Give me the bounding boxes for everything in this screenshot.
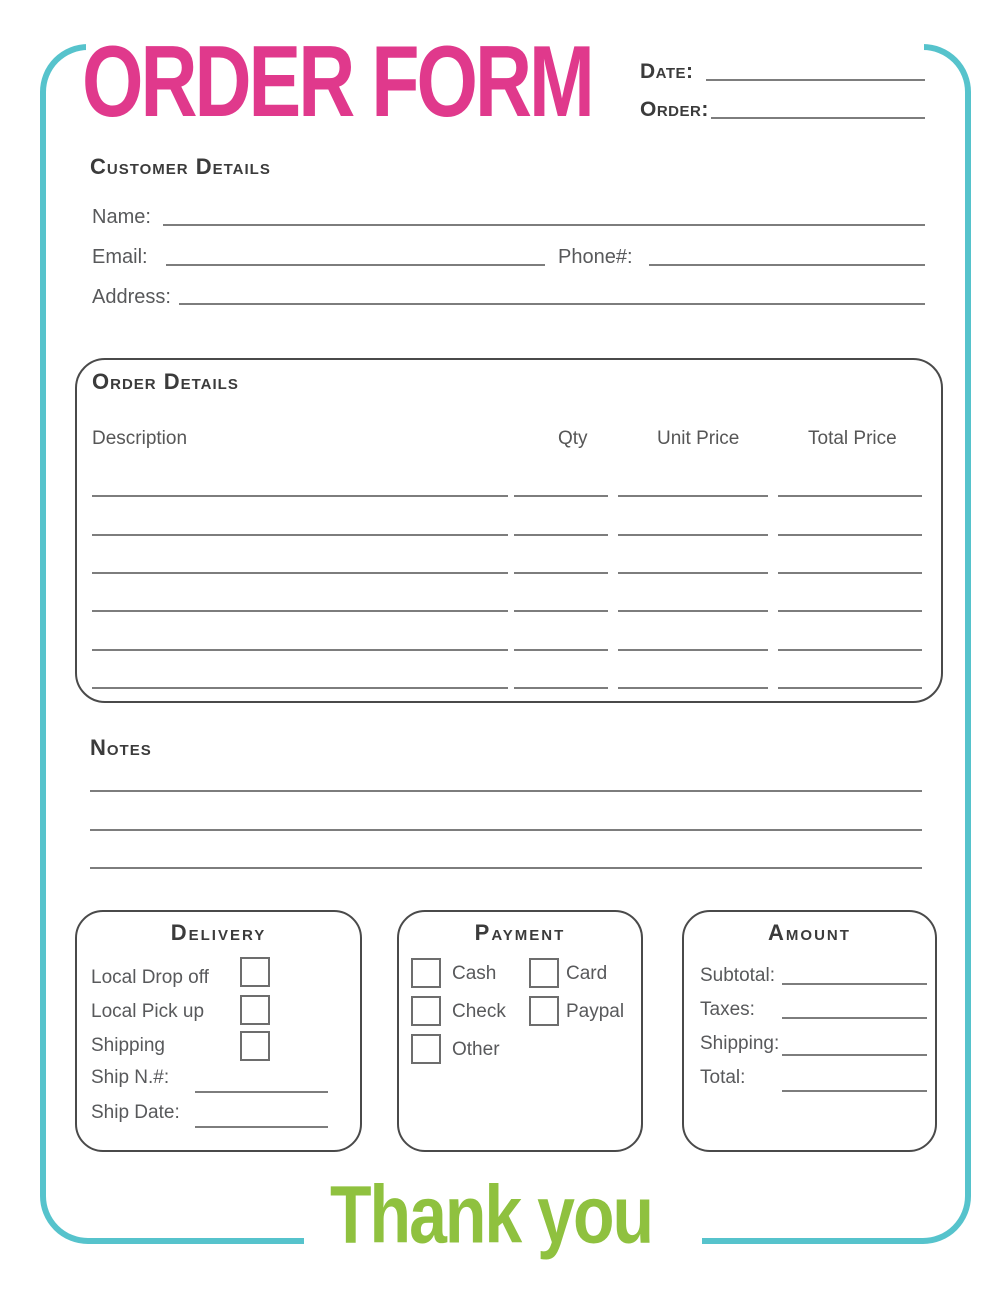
- delivery-shipping-checkbox[interactable]: [240, 1031, 270, 1061]
- payment-option-other-label: Other: [452, 1039, 500, 1060]
- subtotal-label: Subtotal:: [700, 965, 775, 986]
- column-header-qty: Qty: [558, 428, 588, 449]
- shipping-amount-label: Shipping:: [700, 1033, 780, 1054]
- amount-box: [682, 910, 937, 1152]
- payment-check-checkbox[interactable]: [411, 996, 441, 1026]
- payment-option-cash-label: Cash: [452, 963, 497, 984]
- date-line[interactable]: [706, 79, 925, 81]
- order-details-heading: Order Details: [92, 369, 239, 394]
- payment-option-card-label: Card: [566, 963, 608, 984]
- notes-line[interactable]: [90, 790, 922, 792]
- table-row-qty-line[interactable]: [514, 495, 608, 497]
- table-row-description-line[interactable]: [92, 495, 508, 497]
- payment-other-checkbox[interactable]: [411, 1034, 441, 1064]
- table-row-unit-price-line[interactable]: [618, 572, 768, 574]
- customer-details-heading: Customer Details: [90, 154, 271, 179]
- email-label: Email:: [92, 246, 148, 268]
- column-header-total-price: Total Price: [808, 428, 897, 449]
- payment-box: [397, 910, 643, 1152]
- table-row-total-price-line[interactable]: [778, 572, 922, 574]
- column-header-unit-price: Unit Price: [657, 428, 740, 449]
- name-label: Name:: [92, 206, 151, 228]
- table-row-qty-line[interactable]: [514, 534, 608, 536]
- taxes-label: Taxes:: [700, 999, 755, 1020]
- table-row-description-line[interactable]: [92, 572, 508, 574]
- amount-heading: Amount: [768, 920, 851, 945]
- notes-line[interactable]: [90, 867, 922, 869]
- table-row-total-price-line[interactable]: [778, 534, 922, 536]
- ship-date-label: Ship Date:: [91, 1102, 180, 1123]
- delivery-local-pick-up-checkbox[interactable]: [240, 995, 270, 1025]
- delivery-option-local-drop-off-label: Local Drop off: [91, 967, 209, 988]
- taxes-line[interactable]: [782, 1017, 927, 1019]
- table-row-qty-line[interactable]: [514, 687, 608, 689]
- date-label: Date:: [640, 60, 694, 83]
- payment-paypal-checkbox[interactable]: [529, 996, 559, 1026]
- order-number-label: Order:: [640, 98, 709, 121]
- ship-date-line[interactable]: [195, 1126, 328, 1128]
- payment-cash-checkbox[interactable]: [411, 958, 441, 988]
- delivery-option-local-pick-up-label: Local Pick up: [91, 1001, 205, 1022]
- subtotal-line[interactable]: [782, 983, 927, 985]
- order-details-box: [75, 358, 943, 703]
- payment-option-paypal-label: Paypal: [566, 1001, 625, 1022]
- total-line[interactable]: [782, 1090, 927, 1092]
- table-row-unit-price-line[interactable]: [618, 495, 768, 497]
- address-line[interactable]: [179, 303, 925, 305]
- table-row-unit-price-line[interactable]: [618, 534, 768, 536]
- name-line[interactable]: [163, 224, 925, 226]
- table-row-qty-line[interactable]: [514, 610, 608, 612]
- notes-heading: Notes: [90, 735, 152, 760]
- total-label: Total:: [700, 1067, 746, 1088]
- page-title: ORDER FORM: [82, 23, 592, 138]
- table-row-qty-line[interactable]: [514, 649, 608, 651]
- payment-option-check-label: Check: [452, 1001, 506, 1022]
- delivery-local-drop-off-checkbox[interactable]: [240, 957, 270, 987]
- payment-heading: Payment: [474, 920, 566, 945]
- ship-number-line[interactable]: [195, 1091, 328, 1093]
- email-line[interactable]: [166, 264, 545, 266]
- phone-label: Phone#:: [558, 246, 633, 268]
- payment-card-checkbox[interactable]: [529, 958, 559, 988]
- delivery-heading: Delivery: [170, 920, 267, 945]
- table-row-unit-price-line[interactable]: [618, 687, 768, 689]
- table-row-description-line[interactable]: [92, 687, 508, 689]
- address-label: Address:: [92, 286, 171, 308]
- order-number-line[interactable]: [711, 117, 925, 119]
- table-row-description-line[interactable]: [92, 534, 508, 536]
- table-row-total-price-line[interactable]: [778, 649, 922, 651]
- column-header-description: Description: [92, 428, 188, 449]
- phone-line[interactable]: [649, 264, 925, 266]
- table-row-description-line[interactable]: [92, 610, 508, 612]
- shipping-amount-line[interactable]: [782, 1054, 927, 1056]
- table-row-description-line[interactable]: [92, 649, 508, 651]
- table-row-total-price-line[interactable]: [778, 687, 922, 689]
- table-row-unit-price-line[interactable]: [618, 649, 768, 651]
- table-row-total-price-line[interactable]: [778, 610, 922, 612]
- table-row-qty-line[interactable]: [514, 572, 608, 574]
- delivery-option-shipping-label: Shipping: [91, 1035, 165, 1056]
- ship-number-label: Ship N.#:: [91, 1067, 170, 1088]
- table-row-total-price-line[interactable]: [778, 495, 922, 497]
- table-row-unit-price-line[interactable]: [618, 610, 768, 612]
- notes-line[interactable]: [90, 829, 922, 831]
- thank-you-text: Thank you: [330, 1169, 653, 1261]
